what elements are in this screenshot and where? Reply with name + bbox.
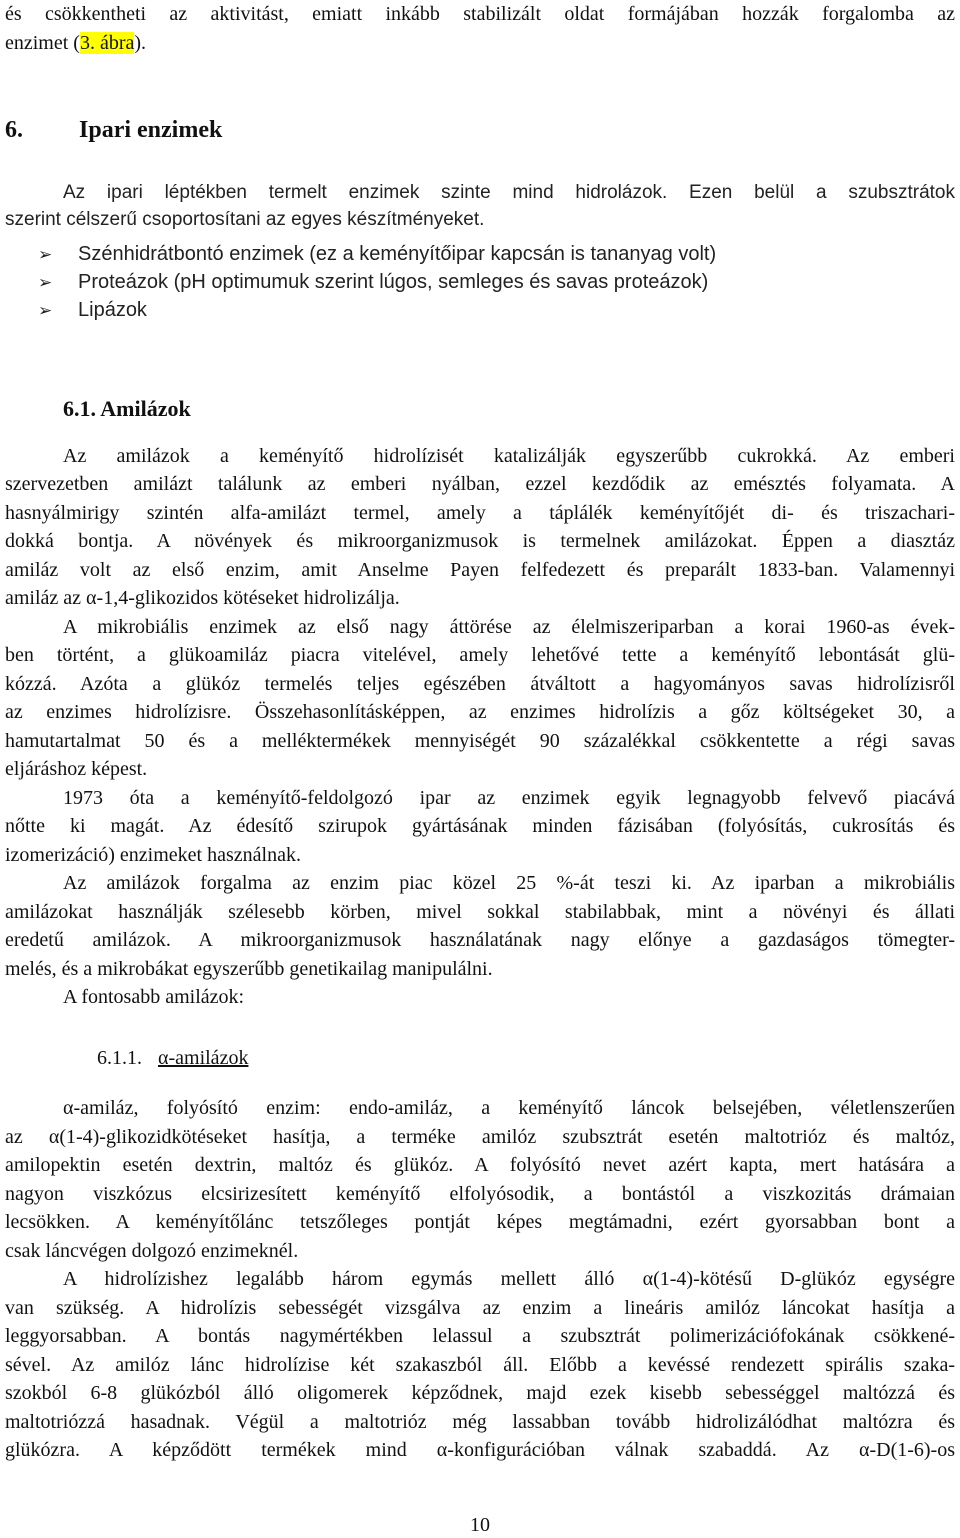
paragraph-line: amiláz az α-1,4-glikozidos kötéseket hidrolizálja. — [5, 587, 400, 609]
paragraph-line: eredetű amilázok. A mikroorganizmusok használatának nagy előnye a gazdaságos tömegter- — [5, 929, 955, 951]
paragraph-line: A hidrolízishez legalább három egymás mellett álló α(1-4)-kötésű D-glükóz egységre — [63, 1268, 955, 1290]
section-title: Ipari enzimek — [79, 117, 223, 143]
paragraph-line: csak láncvégen dolgozó enzimeknél. — [5, 1240, 299, 1262]
paragraph-line: az enzimes hidrolízisre. Összehasonlításképpen, az enzimes hidrolízis a gőz költségeket 30, a — [5, 701, 955, 723]
paragraph-line: nagyon viszkózus elcsirizesített keményítő elfolyósodik, a bontástól a viszkozitás drámaian — [5, 1183, 955, 1205]
paragraph-line: Az amilázok forgalma az enzim piac közel 25 %-át teszi ki. Az iparban a mikrobiális — [63, 872, 955, 894]
list-item-text: Lipázok — [78, 299, 147, 321]
figure-reference-link[interactable]: 3. ábra — [79, 32, 135, 54]
list-item — [38, 240, 716, 269]
paragraph-line: A mikrobiális enzimek az első nagy áttörése az élelmiszeriparban a korai 1960-as évek- — [63, 616, 955, 638]
paragraph-line: amilázokat használják szélesebb körben, mivel sokkal stabilabbak, mint a növényi és állati — [5, 901, 955, 923]
paragraph-line: van szükség. A hidrolízis sebességét vizsgálva az enzim a lineáris amilóz láncokat hasítja a — [5, 1297, 955, 1319]
section-heading — [5, 114, 222, 146]
arrow-bullet-icon: ➢ — [38, 273, 53, 293]
paragraph-line: lecsökken. A keményítőlánc tetszőleges pontját képes megtámadni, ezért gyorsabban bont a — [5, 1211, 955, 1233]
paragraph-line: sével. Az amilóz lánc hidrolízise két szakaszból áll. Előbb a kevéssé rendezett spirális szaka- — [5, 1354, 955, 1376]
paragraph-line: 1973 óta a keményítő-feldolgozó ipar az enzimek egyik legnagyobb felvevő piacává — [63, 787, 955, 809]
paragraph-line: A fontosabb amilázok: — [63, 986, 245, 1008]
paragraph-line: Az ipari léptékben termelt enzimek szinte mind hidrolázok. Ezen belül a szubsztrátok — [63, 182, 955, 203]
intro-line: és csökkentheti az aktivitást, emiatt inkább stabilizált oldat formájában hozzák forgalomba az — [5, 3, 955, 25]
paragraph-line: kózzá. Azóta a glükóz termelés teljes egészében átváltott a hagyományos savas hidrolízisről — [5, 673, 955, 695]
paragraph-line: szokból 6-8 glükózból álló oligomerek képződnek, majd ezek kisebb sebességgel maltózzá és — [5, 1382, 955, 1404]
paragraph-line: izomerizáció) enzimeket használnak. — [5, 844, 301, 866]
intro-text: enzimet ( — [5, 32, 80, 54]
paragraph-line: hamutartalmat 50 és a melléktermékek mennyiségét 90 százalékkal csökkentette a régi savas — [5, 730, 955, 752]
list-item — [38, 268, 708, 297]
paragraph-line: amilopektin esetén dextrin, maltóz és glükóz. A folyósító nevet azért kapta, mert hatására a — [5, 1154, 955, 1176]
subsubsection-title: α-amilázok — [158, 1047, 249, 1069]
paragraph-line: az α(1-4)-glikozidkötéseket hasítja, a terméke amilóz szubsztrát esetén maltotrióz és maltóz, — [5, 1126, 955, 1148]
subsection-heading — [63, 394, 191, 424]
list-item-text: Szénhidrátbontó enzimek (ez a keményítőipar kapcsán is tananyag volt) — [78, 243, 717, 265]
subsubsection-heading — [97, 1043, 248, 1073]
section-number: 6. — [5, 117, 23, 143]
paragraph-line: szervezetben amilázt találunk az emberi nyálban, ezzel kezdődik az emésztés folyamata. A — [5, 473, 955, 495]
subsection-title: Amilázok — [100, 396, 191, 421]
intro-line — [5, 29, 955, 57]
paragraph-line: amiláz volt az első enzim, amit Anselme Payen felfedezett és preparált 1833-ban. Valamennyi — [5, 559, 955, 581]
paragraph-line: melés, és a mikrobákat egyszerűbb genetikailag manipulálni. — [5, 958, 493, 980]
list-item — [38, 296, 147, 325]
paragraph-line: ben történt, a glükoamiláz piacra vitelével, amely lehetővé tette a keményítő lebontását glü- — [5, 644, 955, 666]
paragraph-line: maltotriózzá hasadnak. Végül a maltotrióz még lassabban tovább hidrolizálódhat maltózra és — [5, 1411, 955, 1433]
intro-text: ). — [134, 32, 147, 54]
paragraph-line: glükózra. A képződött termékek mind α-konfigurációban válnak szabaddá. Az α-D(1-6)-os — [5, 1439, 955, 1461]
paragraph-line: α-amiláz, folyósító enzim: endo-amiláz, a keményítő láncok belsejében, véletlenszerűen — [63, 1097, 955, 1119]
paragraph-line: nőtte ki magát. Az édesítő szirupok gyártásának minden fázisában (folyósítás, cukrosítás és — [5, 815, 955, 837]
paragraph-line: leggyorsabban. A bontás nagymértékben lelassul a szubsztrát polimerizációfokának csökkené- — [5, 1325, 955, 1347]
paragraph-line: eljáráshoz képest. — [5, 758, 148, 780]
paragraph-line: szerint célszerű csoportosítani az egyes készítményeket. — [5, 209, 485, 230]
subsection-number: 6.1. — [63, 396, 96, 421]
arrow-bullet-icon: ➢ — [38, 301, 53, 321]
arrow-bullet-icon: ➢ — [38, 245, 53, 265]
page-number: 10 — [470, 1514, 490, 1536]
paragraph-line: dokká bontja. A növények és mikroorganizmusok is termelnek amilázokat. Éppen a diasztáz — [5, 530, 955, 552]
paragraph-line: hasnyálmirigy szintén alfa-amilázt termel, amely a táplálék keményítőjét di- és triszachari- — [5, 502, 955, 524]
subsubsection-number: 6.1.1. — [97, 1047, 142, 1069]
paragraph-line: Az amilázok a keményítő hidrolízisét katalizálják egyszerűbb cukrokká. Az emberi — [63, 445, 955, 467]
list-item-text: Proteázok (pH optimumuk szerint lúgos, semleges és savas proteázok) — [78, 271, 709, 293]
